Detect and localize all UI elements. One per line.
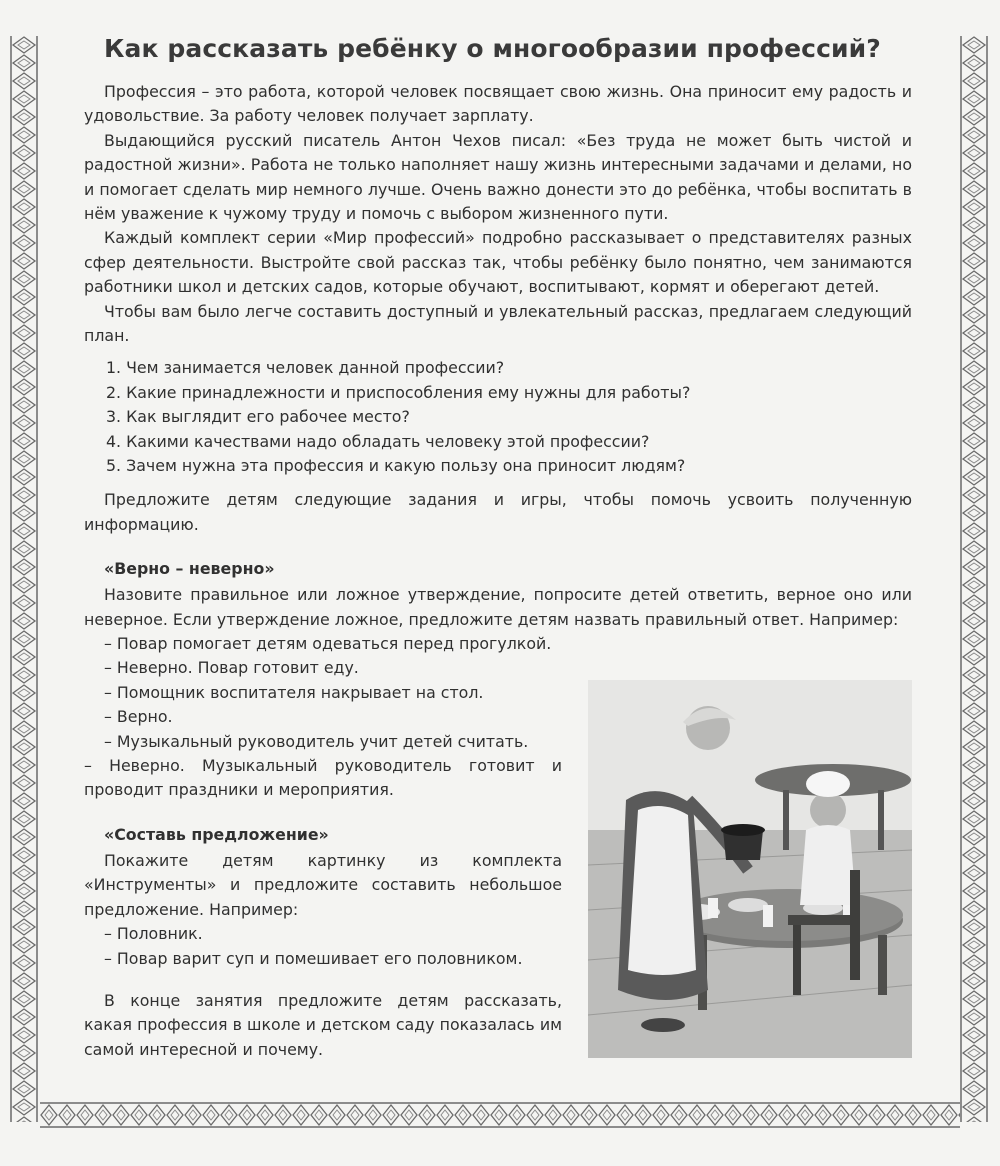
game1-dialogue (84, 632, 562, 1062)
game2-title: «Составь предложение» (104, 824, 329, 844)
intro-paragraph-2: Выдающийся русский писатель Антон Чехов писал: «Без труда не может быть чистой и радостной жизни». Работа не только наполняет нашу жизнь интересными задачами и делами, но и помогает сделать мир немного лучше. Очень важно донести это до ребёнка, чтобы воспитать в нём уважение к чужому труду и помочь с выбором жизненного пути. (84, 130, 912, 224)
plan-item: 5. Зачем нужна эта профессия и какую пользу она приносит людям? (106, 456, 686, 476)
game2-line: – Повар варит суп и помешивает его половником. (104, 948, 523, 968)
closing-paragraph: В конце занятия предложите детям рассказать, какая профессия в школе и детском саду показалась им самой интересной и почему. (84, 990, 562, 1059)
game1-line: – Верно. (104, 707, 173, 727)
right-ornament-border (958, 36, 990, 1122)
game1-text: Назовите правильное или ложное утверждение, попросите детей ответить, верное оно или неверное. Если утверждение ложное, предложите детям назвать правильный ответ. Например: (84, 585, 912, 629)
tasks-intro: Предложите детям следующие задания и игры, чтобы помочь усвоить полученную информацию. (84, 490, 912, 534)
game1-line: – Неверно. Музыкальный руководитель готовит и проводит праздники и мероприятия. (84, 756, 562, 800)
left-ornament-border (8, 36, 40, 1122)
cook-and-child-illustration (588, 680, 912, 1058)
game1-line: – Музыкальный руководитель учит детей считать. (104, 731, 529, 751)
plan-item: 4. Какими качествами надо обладать человеку этой профессии? (106, 431, 650, 451)
plan-item: 2. Какие принадлежности и приспособления ему нужны для работы? (106, 382, 691, 402)
game2-text: Покажите детям картинку из комплекта «Инструменты» и предложите составить небольшое предложение. Например: (84, 850, 562, 919)
plan-item: 3. Как выглядит его рабочее место? (106, 407, 410, 427)
intro-paragraph-3: Каждый комплект серии «Мир профессий» подробно рассказывает о представителях разных сфер деятельности. Выстройте свой рассказ так, чтобы ребёнку было понятно, чем занимаются работники школ и детских садов, которые обучают, воспитывают, кормят и оберегают детей. (84, 228, 912, 297)
intro-paragraph-1: Профессия – это работа, которой человек посвящает свою жизнь. Она приносит ему радость и удовольствие. За работу человек получает зарплату. (84, 82, 912, 126)
game2-line: – Половник. (104, 924, 203, 944)
bottom-ornament-border (40, 1100, 960, 1130)
plan-list (106, 356, 912, 478)
intro-paragraph-4: Чтобы вам было легче составить доступный и увлекательный рассказ, предлагаем следующий план. (84, 301, 912, 346)
game1-line: – Неверно. Повар готовит еду. (104, 658, 359, 678)
page-title: Как рассказать ребёнку о многообразии профессий? (104, 34, 881, 63)
game1-title: «Верно – неверно» (104, 559, 275, 579)
game1-line: – Помощник воспитателя накрывает на стол. (104, 682, 484, 702)
plan-item: 1. Чем занимается человек данной профессии? (106, 358, 505, 378)
game1-line: – Повар помогает детям одеваться перед прогулкой. (104, 634, 552, 654)
